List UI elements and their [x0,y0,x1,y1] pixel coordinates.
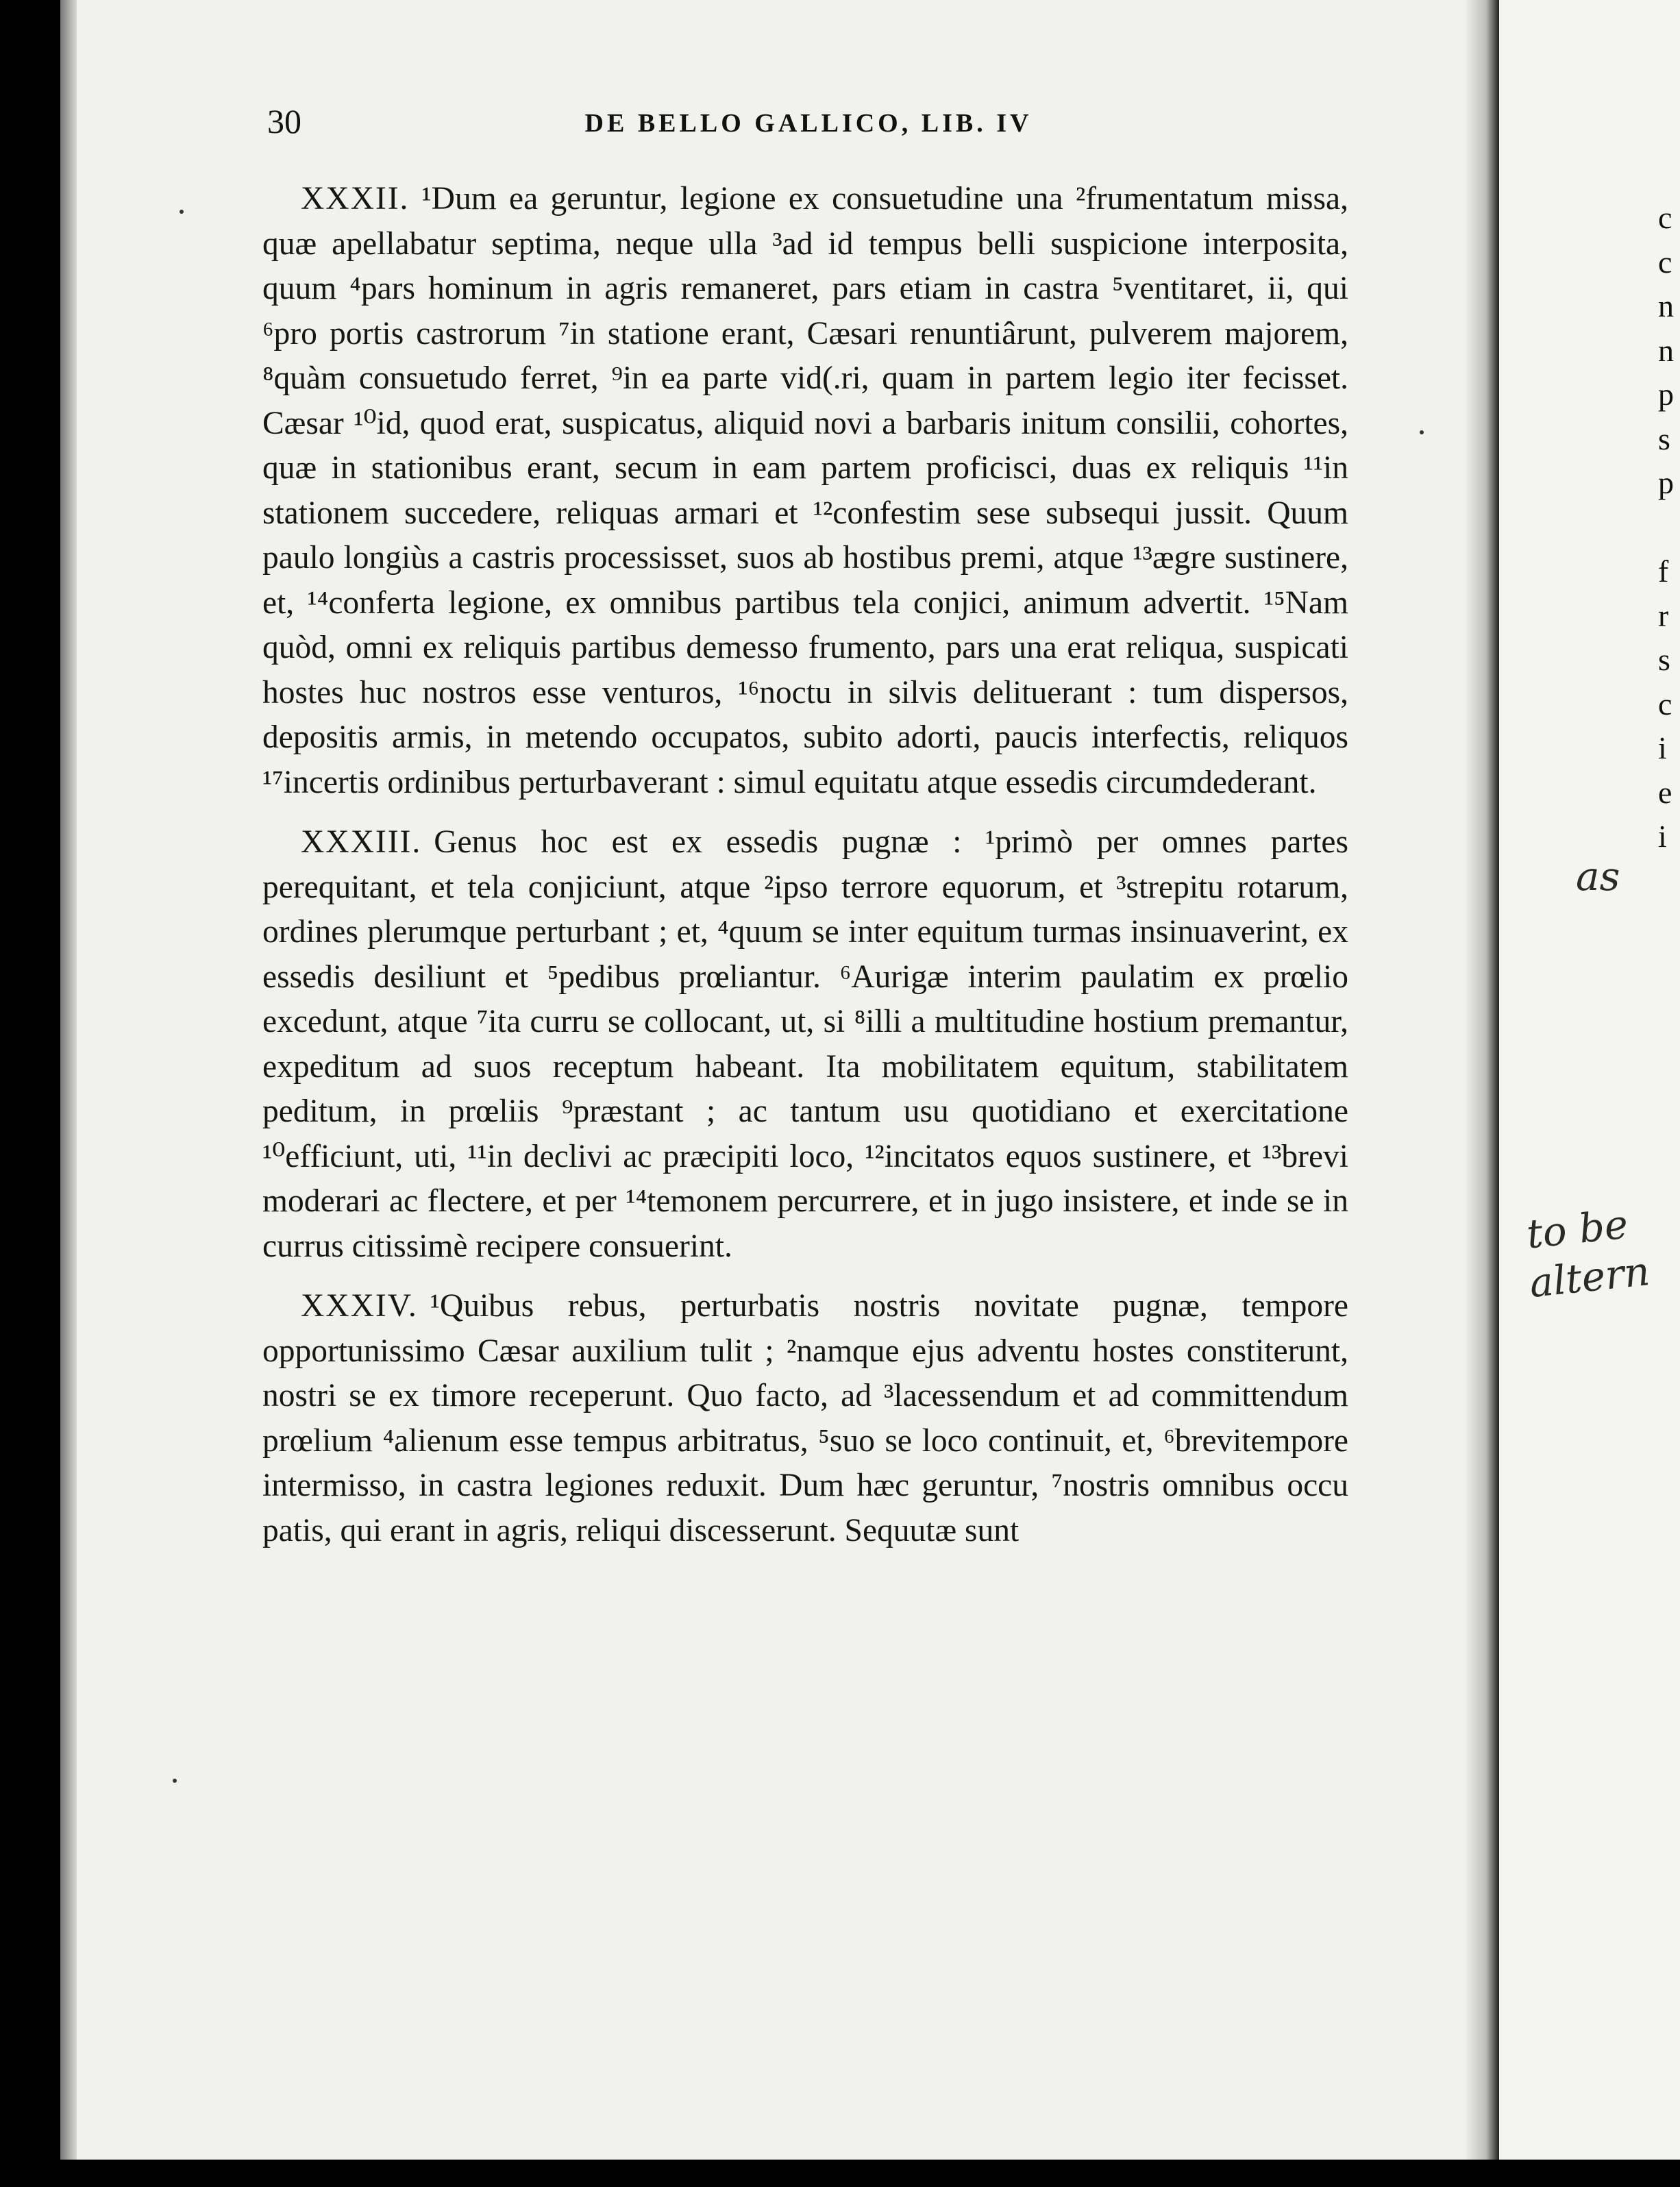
scan-border [0,2160,1680,2187]
chapter-xxxiii [262,820,1348,1269]
chapter-xxxii [262,177,1348,805]
edge-letter: s [1658,421,1670,456]
facing-page-edge-letters [1658,196,1680,859]
edge-letter: p [1658,377,1674,412]
facing-page [1499,0,1680,2160]
chapter-text: ¹Dum ea geruntur, legione ex consuetudine una ²frumentatum missa, quæ apellabatur septima, neque ulla ³ad id tempus belli suspicione interposita, quum ⁴pars hominum in agris remaneret, pars etiam in castra ⁵ventitaret, ii, qui ⁶pro portis castrorum ⁷in statione erant, Cæsari renuntiârunt, pulverem majorem, ⁸quàm consuetudo ferret, ⁹in ea parte vid(.ri, quam in partem legio iter fecisset. Cæsar ¹⁰id, quod erat, suspicatus, aliquid novi a barbaris initum consilii, cohortes, quæ in stationibus erant, secum in eam partem proficisci, duas ex reliquis ¹¹in stationem succedere, reliquas armari et ¹²confestim sese subsequi jussit. Quum paulo longiùs a castris processisset, suos ab hostibus premi, atque ¹³ægre sustinere, et, ¹⁴conferta legione, ex omnibus partibus tela conjici, animum advertit. ¹⁵Nam quòd, omni ex reliquis partibus demesso frumento, pars una erat reliqua, suspicati hostes huc nostros esse venturos, ¹⁶noctu in silvis delituerant : tum dispersos, depositis armis, in metendo occupatos, subito adorti, paucis interfectis, reliquos ¹⁷incertis ordinibus perturbaverant : simul equitatu atque essedis circumdederant. [262,181,1348,800]
page-header [267,101,1350,149]
edge-letter [1658,506,1680,550]
chapter-text: Genus hoc est ex essedis pugnæ : ¹primò per omnes partes perequitant, et tela conjiciunt, atque ²ipso terrore equorum, et ³strepitu rotarum, ordines plerumque perturbant ; et, ⁴quum se inter equitum turmas insinuaverint, ex essedis desiliunt et ⁵pedibus prœliantur. ⁶Aurigæ interim paulatim ex prœlio excedunt, atque ⁷ita curru se collocant, ut, si ⁸illi a multitudine hostium premantur, expeditum ad suos receptum habeant. Ita mobilitatem equitum, stabilitatem peditum, in prœliis ⁹præstant ; ac tantum usu quotidiano et exercitatione ¹⁰efficiunt, uti, ¹¹in declivi ac præcipiti loco, ¹²incitatos equos sustinere, et ¹³brevi moderari ac flectere, et per ¹⁴temonem percurrere, et in jugo insistere, et inde se in currus citissimè recipere consuerint. [262,824,1348,1264]
handwritten-note-to-be: to be [1524,1200,1631,1258]
edge-letter: p [1658,465,1674,500]
chapter-text: ¹Quibus rebus, perturbatis nostris novitate pugnæ, tempore opportunissimo Cæsar auxilium tulit ; ²namque ejus adventu hostes constiterunt, nostri se ex timore receperunt. Quo facto, ad ³lacessendum et ad committendum prœlium ⁴alienum esse tempus arbitratus, ⁵suo se loco continuit, et, ⁶brevitempore intermisso, in castra legiones reduxit. Dum hæc geruntur, ⁷nostris omnibus occu patis, qui erant in agris, reliqui discesserunt. Sequutæ sunt [262,1288,1348,1548]
paper-speck [173,1779,177,1783]
body-text [262,177,1348,1568]
page-number: 30 [267,102,301,140]
edge-letter: e [1658,774,1672,810]
paper-speck [180,210,184,214]
edge-letter: c [1658,244,1672,280]
edge-letter: c [1658,200,1672,235]
paper-speck [1420,430,1424,434]
edge-letter: f [1658,554,1669,589]
edge-letter: s [1658,642,1670,677]
book-gutter [1466,0,1499,2160]
chapter-xxxiv [262,1284,1348,1553]
chapter-numeral: XXXIV. [301,1288,418,1324]
handwritten-note-as: as [1576,853,1620,900]
edge-letter: c [1658,686,1672,721]
edge-letter: r [1658,597,1669,633]
edge-letter: i [1658,730,1667,765]
page-edge-shadow [60,0,77,2160]
edge-letter: i [1658,819,1667,854]
chapter-numeral: XXXII. [301,181,410,217]
edge-letter: n [1658,332,1674,368]
chapter-numeral: XXXIII. [301,824,422,860]
handwritten-note-altern: altern [1527,1247,1652,1307]
running-title: DE BELLO GALLICO, LIB. IV [584,109,1033,138]
edge-letter: n [1658,288,1674,323]
